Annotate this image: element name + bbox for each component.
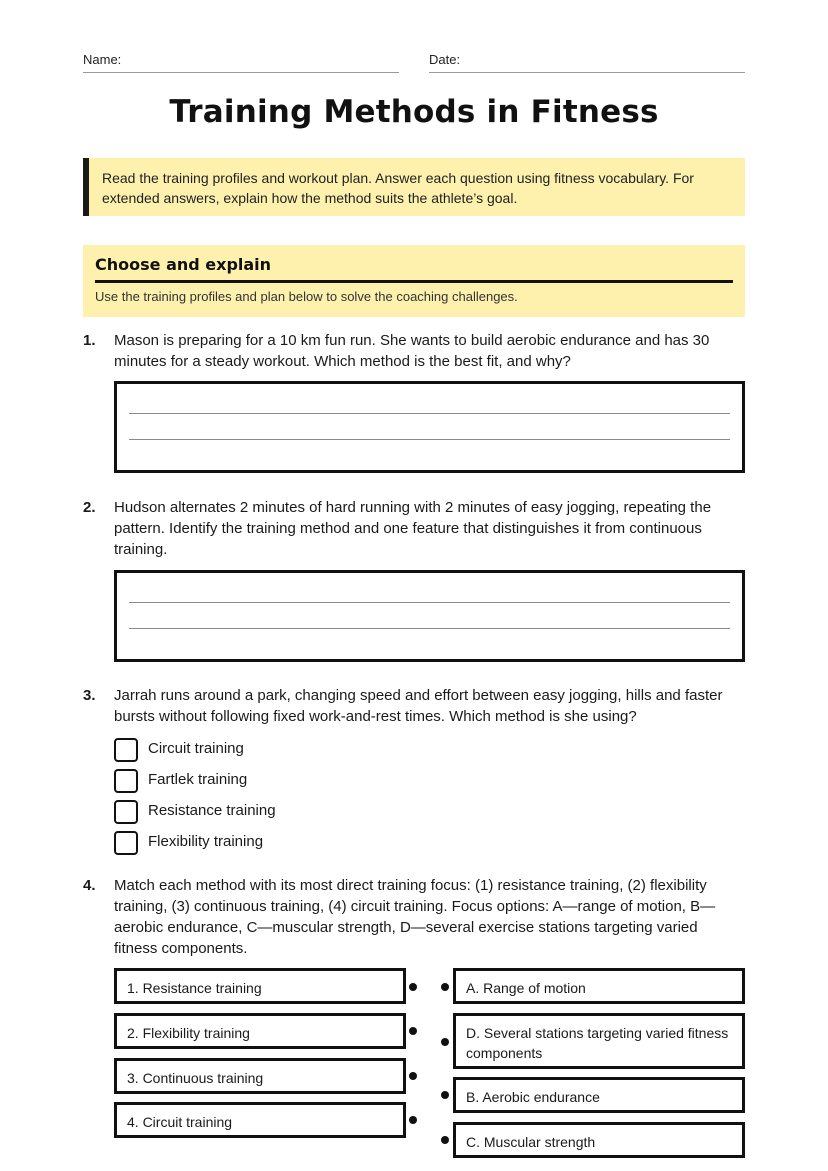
match-connector-dot[interactable] <box>409 1116 417 1124</box>
match-connector-dot[interactable] <box>409 983 417 991</box>
match-left-label: 3. Continuous training <box>127 1070 264 1086</box>
section-subtitle: Use the training profiles and plan below to solve the coaching challenges. <box>95 289 518 304</box>
match-right-label: D. Several stations targeting varied fitness components <box>466 1025 729 1061</box>
checkbox[interactable] <box>114 800 138 824</box>
option-flexibility-training[interactable] <box>114 831 514 857</box>
question-number: 2. <box>83 499 96 516</box>
option-fartlek-training[interactable] <box>114 769 514 795</box>
option-resistance-training[interactable] <box>114 800 514 826</box>
match-connector-dot[interactable] <box>441 1038 449 1046</box>
date-field[interactable] <box>429 52 745 73</box>
instructions-box: Read the training profiles and workout plan. Answer each question using fitness vocabulary. For extended answers, explain how the method suits the athlete’s goal. <box>83 158 745 216</box>
match-left-label: 2. Flexibility training <box>127 1025 250 1041</box>
header-fields <box>83 52 745 74</box>
date-label: Date: <box>429 52 461 67</box>
option-label: Circuit training <box>148 740 244 757</box>
question-number: 3. <box>83 687 96 704</box>
question-text: Mason is preparing for a 10 km fun run. She wants to build aerobic endurance and has 30 minutes for a steady workout. Which method is the best fit, and why? <box>114 332 710 370</box>
match-left-label: 1. Resistance training <box>127 980 262 996</box>
question-number: 4. <box>83 877 96 894</box>
match-right-label: B. Aerobic endurance <box>466 1089 600 1105</box>
match-right-item[interactable] <box>453 1077 745 1113</box>
match-right-label: C. Muscular strength <box>466 1134 596 1150</box>
answer-line <box>129 628 730 629</box>
match-left-item[interactable] <box>114 1013 406 1049</box>
match-connector-dot[interactable] <box>409 1027 417 1035</box>
match-connector-dot[interactable] <box>409 1072 417 1080</box>
option-label: Fartlek training <box>148 771 248 788</box>
answer-line <box>129 413 730 414</box>
match-left-item[interactable] <box>114 968 406 1004</box>
option-circuit-training[interactable] <box>114 738 514 764</box>
answer-box-2[interactable] <box>114 570 745 662</box>
question-number: 1. <box>83 332 96 349</box>
section-header <box>83 245 745 317</box>
match-left-item[interactable] <box>114 1102 406 1138</box>
match-left-label: 4. Circuit training <box>127 1114 233 1130</box>
match-right-item[interactable] <box>453 968 745 1004</box>
option-label: Flexibility training <box>148 833 264 850</box>
section-title: Choose and explain <box>95 255 733 283</box>
checkbox[interactable] <box>114 738 138 762</box>
match-right-item[interactable] <box>453 1013 745 1069</box>
question-text: Hudson alternates 2 minutes of hard running with 2 minutes of easy jogging, repeating the pattern. Identify the training method and one feature that distinguishes it from continuous training. <box>114 499 712 558</box>
answer-line <box>129 439 730 440</box>
match-connector-dot[interactable] <box>441 1091 449 1099</box>
match-right-label: A. Range of motion <box>466 980 586 996</box>
match-right-item[interactable] <box>453 1122 745 1158</box>
option-label: Resistance training <box>148 802 276 819</box>
page-title: Training Methods in Fitness <box>169 94 659 130</box>
checkbox[interactable] <box>114 769 138 793</box>
question-text: Jarrah runs around a park, changing speed and effort between easy jogging, hills and faster bursts without following fixed work-and-rest times. Which method is she using? <box>114 687 723 725</box>
answer-line <box>129 602 730 603</box>
match-connector-dot[interactable] <box>441 1136 449 1144</box>
match-left-item[interactable] <box>114 1058 406 1094</box>
match-connector-dot[interactable] <box>441 983 449 991</box>
name-field[interactable] <box>83 52 399 73</box>
name-label: Name: <box>83 52 122 67</box>
checkbox[interactable] <box>114 831 138 855</box>
question-text: Match each method with its most direct training focus: (1) resistance training, (2) flexibility training, (3) continuous training, (4) circuit training. Focus options: A—range of motion, B—aerobic endurance, C—muscular strength, D—several exercise stations targeting varied fitness components. <box>114 877 716 957</box>
answer-box-1[interactable] <box>114 381 745 473</box>
